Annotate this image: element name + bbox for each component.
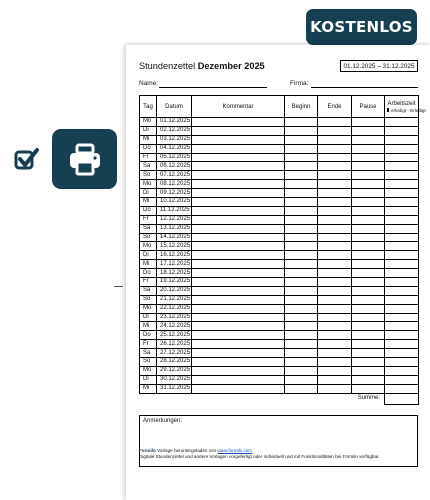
break-cell[interactable] — [352, 251, 385, 260]
comment-cell[interactable] — [192, 153, 285, 162]
day-cell: So — [140, 233, 157, 242]
footer-text: Vorlage heruntergeladen von — [157, 448, 217, 453]
table-row — [140, 180, 419, 189]
start-cell[interactable] — [285, 198, 318, 207]
comment-cell[interactable] — [192, 295, 285, 304]
worktime-cell[interactable] — [385, 366, 419, 375]
start-cell[interactable] — [285, 171, 318, 180]
day-cell: Sa — [140, 162, 157, 171]
col-header-pause: Pause — [352, 96, 385, 118]
worktime-cell[interactable] — [385, 189, 419, 198]
table-row — [140, 224, 419, 233]
company-label: Firma: — [290, 80, 309, 87]
col-header-ende: Ende — [318, 96, 352, 118]
day-cell: Mo — [140, 180, 157, 189]
break-cell[interactable] — [352, 260, 385, 269]
end-cell[interactable] — [318, 215, 352, 224]
worktime-cell[interactable] — [385, 162, 419, 171]
end-cell[interactable] — [318, 260, 352, 269]
worktime-cell[interactable] — [385, 375, 419, 384]
day-cell: Sa — [140, 286, 157, 295]
day-cell: Sa — [140, 349, 157, 358]
worktime-cell[interactable] — [385, 198, 419, 207]
day-cell: Mi — [140, 322, 157, 331]
end-cell[interactable] — [318, 340, 352, 349]
erledigt-option — [387, 107, 426, 113]
end-cell[interactable] — [318, 358, 352, 367]
day-cell: Mo — [140, 242, 157, 251]
comment-cell[interactable] — [192, 384, 285, 393]
day-cell: Mi — [140, 135, 157, 144]
day-cell: Fr — [140, 278, 157, 287]
end-cell[interactable] — [318, 331, 352, 340]
print-button[interactable] — [52, 129, 117, 189]
date-cell: 04.12.2025 — [157, 144, 192, 153]
date-cell: 10.12.2025 — [157, 198, 192, 207]
comment-cell[interactable] — [192, 349, 285, 358]
table-row — [140, 189, 419, 198]
end-cell[interactable] — [318, 198, 352, 207]
break-cell[interactable] — [352, 286, 385, 295]
comment-cell[interactable] — [192, 180, 285, 189]
table-row — [140, 162, 419, 171]
worktime-cell[interactable] — [385, 331, 419, 340]
sum-spacer — [140, 393, 352, 404]
table-row — [140, 286, 419, 295]
table-row — [140, 215, 419, 224]
end-cell[interactable] — [318, 118, 352, 127]
date-cell: 16.12.2025 — [157, 251, 192, 260]
table-row — [140, 198, 419, 207]
comment-cell[interactable] — [192, 198, 285, 207]
erledigt-label: erledigt - Erledigt — [391, 107, 426, 113]
date-cell: 12.12.2025 — [157, 215, 192, 224]
date-cell: 19.12.2025 — [157, 278, 192, 287]
table-row — [140, 242, 419, 251]
day-cell: Fr — [140, 340, 157, 349]
table-row — [140, 331, 419, 340]
worktime-cell[interactable] — [385, 349, 419, 358]
table-row — [140, 269, 419, 278]
day-cell: So — [140, 358, 157, 367]
start-cell[interactable] — [285, 153, 318, 162]
comment-cell[interactable] — [192, 126, 285, 135]
table-row — [140, 251, 419, 260]
day-cell: Di — [140, 126, 157, 135]
table-row — [140, 135, 419, 144]
worktime-cell[interactable] — [385, 224, 419, 233]
worktime-cell[interactable] — [385, 358, 419, 367]
end-cell[interactable] — [318, 180, 352, 189]
comment-cell[interactable] — [192, 251, 285, 260]
worktime-cell[interactable] — [385, 322, 419, 331]
start-cell[interactable] — [285, 286, 318, 295]
worktime-cell[interactable] — [385, 313, 419, 322]
remarks-label: Anmerkungen: — [143, 418, 183, 424]
break-cell[interactable] — [352, 375, 385, 384]
break-cell[interactable] — [352, 366, 385, 375]
date-cell: 13.12.2025 — [157, 224, 192, 233]
timesheet-document — [126, 45, 430, 500]
day-cell: Do — [140, 206, 157, 215]
name-field[interactable] — [159, 87, 267, 88]
start-cell[interactable] — [285, 260, 318, 269]
comment-cell[interactable] — [192, 313, 285, 322]
date-cell: 28.12.2025 — [157, 358, 192, 367]
day-cell: Mo — [140, 366, 157, 375]
break-cell[interactable] — [352, 295, 385, 304]
end-cell[interactable] — [318, 162, 352, 171]
timesheet-table — [139, 95, 426, 405]
day-cell: Do — [140, 331, 157, 340]
start-cell[interactable] — [285, 366, 318, 375]
start-cell[interactable] — [285, 331, 318, 340]
comment-cell[interactable] — [192, 331, 285, 340]
footer-note: Digitale Stundenzettel und andere Vorlagen vorgefertigt oder individuell und mit Funktionalitäten bei Formilo verfügbar. — [139, 454, 380, 459]
start-cell[interactable] — [285, 118, 318, 127]
end-cell[interactable] — [318, 206, 352, 215]
end-cell[interactable] — [318, 304, 352, 313]
date-cell: 21.12.2025 — [157, 295, 192, 304]
name-label: Name: — [139, 80, 159, 87]
day-cell: Di — [140, 313, 157, 322]
end-cell[interactable] — [318, 349, 352, 358]
comment-cell[interactable] — [192, 171, 285, 180]
comment-cell[interactable] — [192, 233, 285, 242]
worktime-cell[interactable] — [385, 206, 419, 215]
comment-cell[interactable] — [192, 189, 285, 198]
table-row — [140, 313, 419, 322]
worktime-cell[interactable] — [385, 242, 419, 251]
break-cell[interactable] — [352, 206, 385, 215]
date-cell: 25.12.2025 — [157, 331, 192, 340]
checkmark-icon — [14, 146, 40, 172]
comment-cell[interactable] — [192, 304, 285, 313]
date-cell: 18.12.2025 — [157, 269, 192, 278]
sum-label: Summe: — [357, 395, 380, 402]
comment-cell[interactable] — [192, 224, 285, 233]
comment-cell[interactable] — [192, 242, 285, 251]
document-footer — [139, 448, 380, 460]
end-cell[interactable] — [318, 153, 352, 162]
date-cell: 23.12.2025 — [157, 313, 192, 322]
date-cell: 14.12.2025 — [157, 233, 192, 242]
date-cell: 09.12.2025 — [157, 189, 192, 198]
end-cell[interactable] — [318, 144, 352, 153]
end-cell[interactable] — [318, 322, 352, 331]
worktime-cell[interactable] — [385, 144, 419, 153]
date-cell: 27.12.2025 — [157, 349, 192, 358]
break-cell[interactable] — [352, 340, 385, 349]
break-cell[interactable] — [352, 358, 385, 367]
date-cell: 30.12.2025 — [157, 375, 192, 384]
comment-cell[interactable] — [192, 358, 285, 367]
end-cell[interactable] — [318, 286, 352, 295]
start-cell[interactable] — [285, 135, 318, 144]
table-row — [140, 384, 419, 393]
break-cell[interactable] — [352, 242, 385, 251]
start-cell[interactable] — [285, 126, 318, 135]
date-cell: 15.12.2025 — [157, 242, 192, 251]
comment-cell[interactable] — [192, 286, 285, 295]
sum-row — [140, 393, 419, 404]
break-cell[interactable] — [352, 215, 385, 224]
printer-icon — [67, 141, 103, 177]
break-cell[interactable] — [352, 144, 385, 153]
break-cell[interactable] — [352, 189, 385, 198]
end-cell[interactable] — [318, 278, 352, 287]
break-cell[interactable] — [352, 162, 385, 171]
day-cell: Do — [140, 269, 157, 278]
col-header-datum: Datum — [157, 96, 192, 118]
break-cell[interactable] — [352, 153, 385, 162]
comment-cell[interactable] — [192, 144, 285, 153]
worktime-cell[interactable] — [385, 384, 419, 393]
comment-cell[interactable] — [192, 375, 285, 384]
date-cell: 24.12.2025 — [157, 322, 192, 331]
erledigt-checkbox[interactable] — [387, 108, 389, 112]
formilo-logo: Formilo — [139, 448, 156, 453]
date-cell: 01.12.2025 — [157, 118, 192, 127]
break-cell[interactable] — [352, 269, 385, 278]
start-cell[interactable] — [285, 349, 318, 358]
table-row — [140, 171, 419, 180]
end-cell[interactable] — [318, 224, 352, 233]
table-row — [140, 375, 419, 384]
end-cell[interactable] — [318, 375, 352, 384]
break-cell[interactable] — [352, 180, 385, 189]
comment-cell[interactable] — [192, 215, 285, 224]
date-range-box: 01.12.2025 – 31.12.2025 — [340, 60, 418, 72]
table-row — [140, 304, 419, 313]
table-header-row — [140, 96, 419, 118]
start-cell[interactable] — [285, 251, 318, 260]
break-cell[interactable] — [352, 118, 385, 127]
start-cell[interactable] — [285, 358, 318, 367]
comment-cell[interactable] — [192, 206, 285, 215]
break-cell[interactable] — [352, 331, 385, 340]
table-row — [140, 349, 419, 358]
day-cell: Mi — [140, 384, 157, 393]
table-row — [140, 126, 419, 135]
divider — [114, 286, 123, 287]
date-cell: 03.12.2025 — [157, 135, 192, 144]
break-cell[interactable] — [352, 126, 385, 135]
worktime-cell[interactable] — [385, 180, 419, 189]
comment-cell[interactable] — [192, 118, 285, 127]
date-cell: 31.12.2025 — [157, 384, 192, 393]
comment-cell[interactable] — [192, 366, 285, 375]
table-row — [140, 278, 419, 287]
break-cell[interactable] — [352, 135, 385, 144]
start-cell[interactable] — [285, 340, 318, 349]
start-cell[interactable] — [285, 313, 318, 322]
date-cell: 02.12.2025 — [157, 126, 192, 135]
date-cell: 07.12.2025 — [157, 171, 192, 180]
day-cell: Fr — [140, 153, 157, 162]
table-row — [140, 340, 419, 349]
worktime-cell[interactable] — [385, 286, 419, 295]
col-header-kommentar: Kommentar — [192, 96, 285, 118]
break-cell[interactable] — [352, 384, 385, 393]
start-cell[interactable] — [285, 278, 318, 287]
end-cell[interactable] — [318, 126, 352, 135]
date-cell: 20.12.2025 — [157, 286, 192, 295]
sum-cell[interactable] — [385, 393, 419, 404]
worktime-cell[interactable] — [385, 304, 419, 313]
end-cell[interactable] — [318, 171, 352, 180]
day-cell: Di — [140, 189, 157, 198]
end-cell[interactable] — [318, 242, 352, 251]
worktime-cell[interactable] — [385, 260, 419, 269]
table-row — [140, 358, 419, 367]
break-cell[interactable] — [352, 224, 385, 233]
table-row — [140, 260, 419, 269]
col-header-tag: Tag — [140, 96, 157, 118]
day-cell: Do — [140, 144, 157, 153]
table-row — [140, 366, 419, 375]
document-title: Stundenzettel Dezember 2025 — [139, 61, 265, 71]
break-cell[interactable] — [352, 313, 385, 322]
day-cell: Sa — [140, 224, 157, 233]
arbeitszeit-label: Arbeitszeit — [387, 100, 416, 107]
comment-cell[interactable] — [192, 135, 285, 144]
worktime-cell[interactable] — [385, 126, 419, 135]
day-cell: Mi — [140, 198, 157, 207]
table-row — [140, 144, 419, 153]
table-row — [140, 118, 419, 127]
worktime-cell[interactable] — [385, 153, 419, 162]
start-cell[interactable] — [285, 180, 318, 189]
table-row — [140, 322, 419, 331]
worktime-cell[interactable] — [385, 135, 419, 144]
start-cell[interactable] — [285, 206, 318, 215]
date-cell: 08.12.2025 — [157, 180, 192, 189]
break-cell[interactable] — [352, 233, 385, 242]
worktime-cell[interactable] — [385, 251, 419, 260]
table-row — [140, 295, 419, 304]
end-cell[interactable] — [318, 189, 352, 198]
col-header-arbeitszeit — [385, 96, 426, 118]
start-cell[interactable] — [285, 242, 318, 251]
start-cell[interactable] — [285, 224, 318, 233]
comment-cell[interactable] — [192, 322, 285, 331]
start-cell[interactable] — [285, 233, 318, 242]
start-cell[interactable] — [285, 375, 318, 384]
day-cell: Fr — [140, 215, 157, 224]
start-cell[interactable] — [285, 215, 318, 224]
start-cell[interactable] — [285, 269, 318, 278]
table-row — [140, 153, 419, 162]
day-cell: Mo — [140, 118, 157, 127]
comment-cell[interactable] — [192, 278, 285, 287]
break-cell[interactable] — [352, 322, 385, 331]
day-cell: So — [140, 295, 157, 304]
end-cell[interactable] — [318, 233, 352, 242]
start-cell[interactable] — [285, 162, 318, 171]
day-cell: Di — [140, 375, 157, 384]
break-cell[interactable] — [352, 304, 385, 313]
date-cell: 29.12.2025 — [157, 366, 192, 375]
date-cell: 05.12.2025 — [157, 153, 192, 162]
date-cell: 17.12.2025 — [157, 260, 192, 269]
worktime-cell[interactable] — [385, 171, 419, 180]
start-cell[interactable] — [285, 384, 318, 393]
formilo-link[interactable]: www.formilo.com — [217, 448, 253, 453]
break-cell[interactable] — [352, 198, 385, 207]
start-cell[interactable] — [285, 304, 318, 313]
company-field[interactable] — [311, 87, 418, 88]
date-cell: 11.12.2025 — [157, 206, 192, 215]
end-cell[interactable] — [318, 269, 352, 278]
worktime-cell[interactable] — [385, 233, 419, 242]
break-cell[interactable] — [352, 171, 385, 180]
start-cell[interactable] — [285, 189, 318, 198]
table-row — [140, 233, 419, 242]
date-cell: 26.12.2025 — [157, 340, 192, 349]
break-cell[interactable] — [352, 349, 385, 358]
worktime-cell[interactable] — [385, 278, 419, 287]
start-cell[interactable] — [285, 144, 318, 153]
end-cell[interactable] — [318, 251, 352, 260]
worktime-cell[interactable] — [385, 118, 419, 127]
date-cell: 06.12.2025 — [157, 162, 192, 171]
table-row — [140, 206, 419, 215]
date-cell: 22.12.2025 — [157, 304, 192, 313]
end-cell[interactable] — [318, 135, 352, 144]
worktime-cell[interactable] — [385, 340, 419, 349]
day-cell: Di — [140, 251, 157, 260]
worktime-cell[interactable] — [385, 269, 419, 278]
day-cell: So — [140, 171, 157, 180]
break-cell[interactable] — [352, 278, 385, 287]
end-cell[interactable] — [318, 366, 352, 375]
worktime-cell[interactable] — [385, 295, 419, 304]
day-cell: Mo — [140, 304, 157, 313]
comment-cell[interactable] — [192, 269, 285, 278]
comment-cell[interactable] — [192, 162, 285, 171]
worktime-cell[interactable] — [385, 215, 419, 224]
day-cell: Mi — [140, 260, 157, 269]
comment-cell[interactable] — [192, 340, 285, 349]
free-badge: KOSTENLOS — [306, 9, 417, 45]
start-cell[interactable] — [285, 295, 318, 304]
end-cell[interactable] — [318, 384, 352, 393]
start-cell[interactable] — [285, 322, 318, 331]
col-header-beginn: Beginn — [285, 96, 318, 118]
end-cell[interactable] — [318, 295, 352, 304]
end-cell[interactable] — [318, 313, 352, 322]
comment-cell[interactable] — [192, 260, 285, 269]
